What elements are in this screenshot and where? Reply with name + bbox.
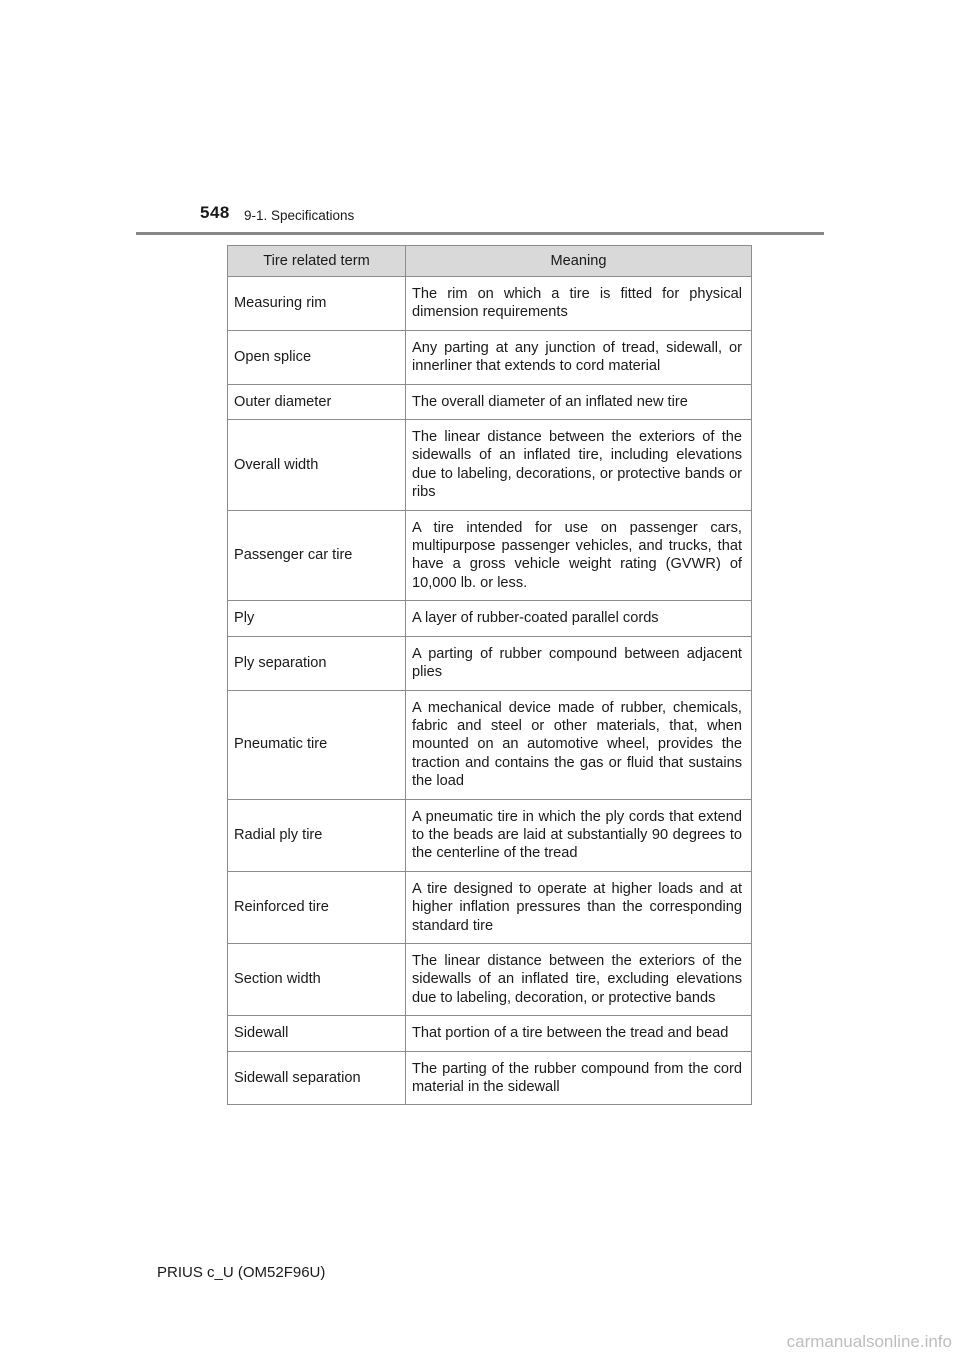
table-row: [228, 943, 752, 1015]
meaning-cell: The linear distance between the exteriors of the sidewalls of an inflated tire, including elevations due to labeling, decorations, or protective bands or ribs: [406, 420, 752, 511]
table-row: [228, 690, 752, 799]
table-row: [228, 420, 752, 511]
table-row: [228, 330, 752, 384]
meaning-cell: The overall diameter of an inflated new tire: [406, 384, 752, 419]
table-row: [228, 799, 752, 871]
term-cell: Passenger car tire: [228, 510, 406, 601]
term-cell: Pneumatic tire: [228, 690, 406, 799]
page-header: [0, 0, 960, 240]
tire-terms-table: [227, 245, 752, 1105]
term-cell: Ply: [228, 601, 406, 636]
meaning-cell: The parting of the rubber compound from the cord material in the sidewall: [406, 1051, 752, 1105]
footer-model-code: PRIUS c_U (OM52F96U): [157, 1264, 326, 1281]
meaning-cell: The linear distance between the exteriors of the sidewalls of an inflated tire, excluding elevations due to labeling, decoration, or protective bands: [406, 943, 752, 1015]
table-row: [228, 1016, 752, 1051]
header-divider: [136, 232, 824, 235]
table-row: [228, 871, 752, 943]
meaning-cell: A tire designed to operate at higher loads and at higher inflation pressures than the corresponding standard tire: [406, 871, 752, 943]
meaning-cell: A pneumatic tire in which the ply cords that extend to the beads are laid at substantially 90 degrees to the centerline of the tread: [406, 799, 752, 871]
term-cell: Open splice: [228, 330, 406, 384]
term-cell: Sidewall separation: [228, 1051, 406, 1105]
table-row: [228, 510, 752, 601]
table-row: [228, 601, 752, 636]
meaning-cell: The rim on which a tire is fitted for physical dimension requirements: [406, 277, 752, 331]
term-cell: Outer diameter: [228, 384, 406, 419]
meaning-cell: A mechanical device made of rubber, chemicals, fabric and steel or other materials, that, when mounted on an automotive wheel, provides the traction and contains the gas or fluid that sustains the load: [406, 690, 752, 799]
meaning-cell: A tire intended for use on passenger cars, multipurpose passenger vehicles, and trucks, that have a gross vehicle weight rating (GVWR) of 10,000 lb. or less.: [406, 510, 752, 601]
term-cell: Sidewall: [228, 1016, 406, 1051]
table-row: [228, 636, 752, 690]
column-header-meaning: Meaning: [406, 246, 752, 277]
meaning-cell: A layer of rubber-coated parallel cords: [406, 601, 752, 636]
meaning-cell: That portion of a tire between the tread and bead: [406, 1016, 752, 1051]
section-title: 9-1. Specifications: [244, 208, 355, 223]
term-cell: Measuring rim: [228, 277, 406, 331]
watermark: carmanualsonline.info: [786, 1332, 952, 1351]
table-row: [228, 277, 752, 331]
column-header-term: Tire related term: [228, 246, 406, 277]
table-header-row: [228, 246, 752, 277]
term-cell: Overall width: [228, 420, 406, 511]
meaning-cell: Any parting at any junction of tread, sidewall, or innerliner that extends to cord material: [406, 330, 752, 384]
term-cell: Section width: [228, 943, 406, 1015]
term-cell: Ply separation: [228, 636, 406, 690]
term-cell: Reinforced tire: [228, 871, 406, 943]
table-row: [228, 384, 752, 419]
table-row: [228, 1051, 752, 1105]
page-number: 548: [200, 203, 230, 222]
meaning-cell: A parting of rubber compound between adjacent plies: [406, 636, 752, 690]
term-cell: Radial ply tire: [228, 799, 406, 871]
